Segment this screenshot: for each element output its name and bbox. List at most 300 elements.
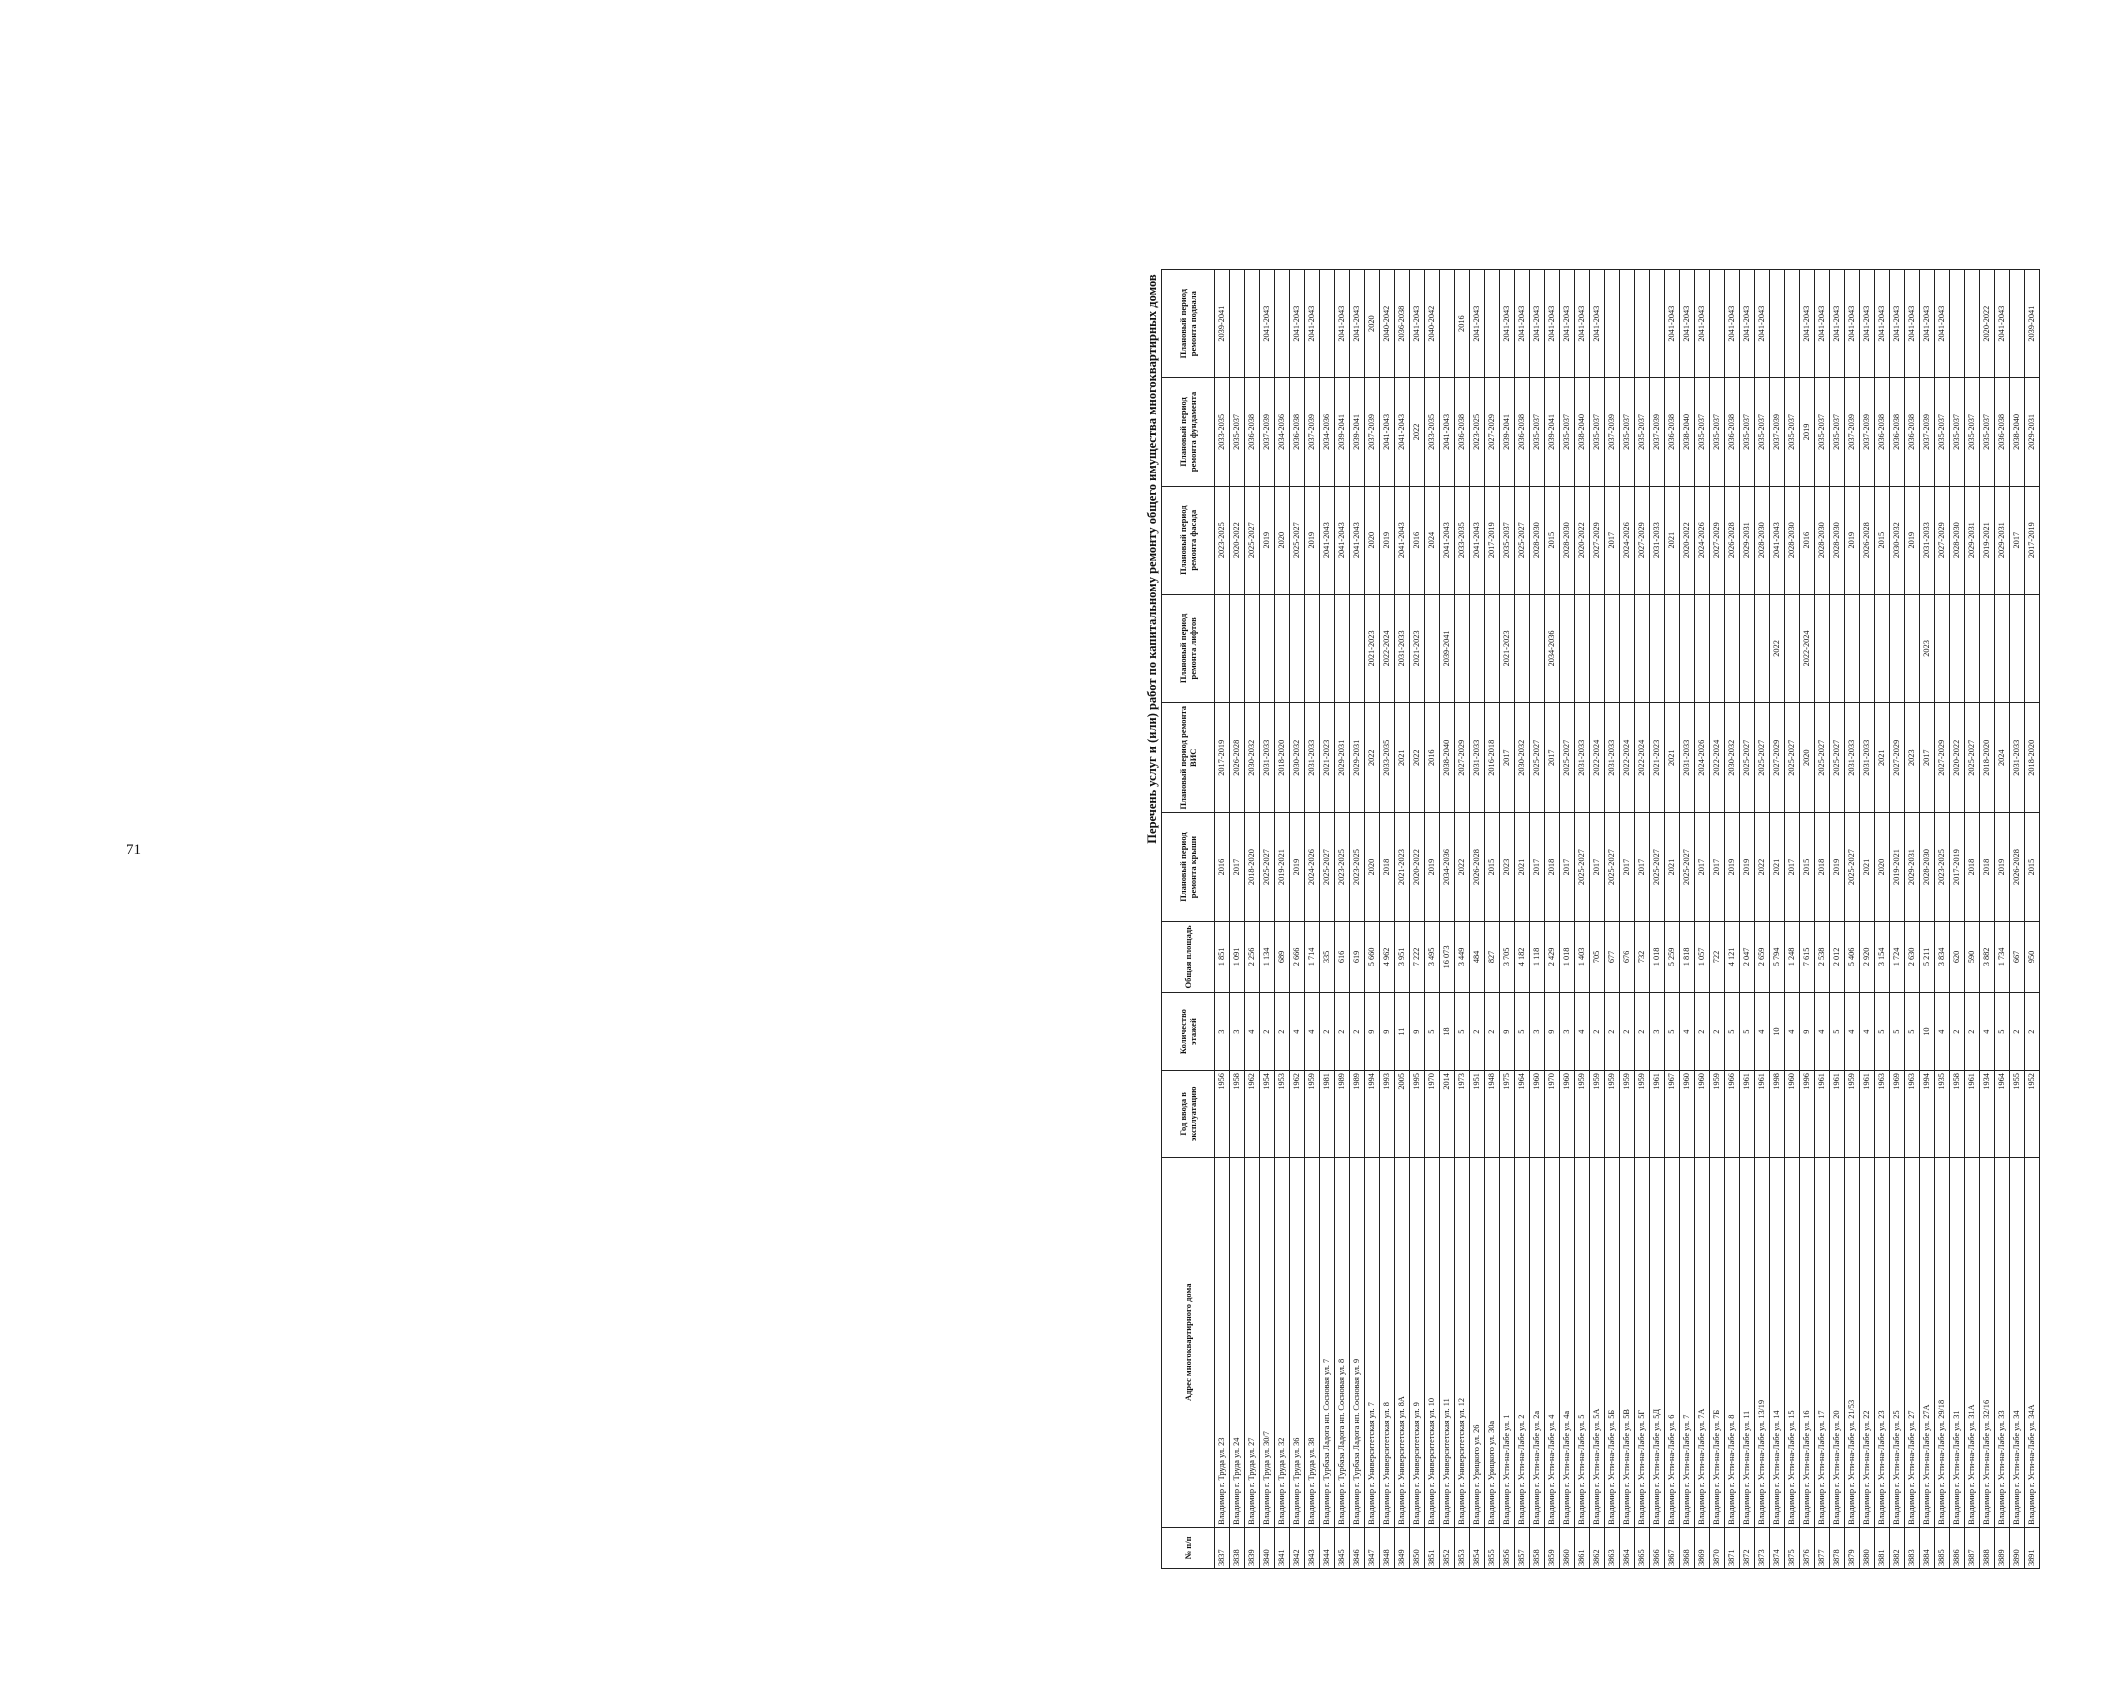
cell-utilities: 2027-2029 — [1770, 703, 1785, 813]
table-row — [1500, 270, 1515, 1569]
col-header-number: № п/п — [1162, 1527, 1215, 1568]
cell-foundation: 2033-2035 — [1425, 378, 1440, 486]
cell-roof: 2018 — [1980, 813, 1995, 921]
cell-address: Владимир г. Усти-на-Лабе ул. 7Б — [1710, 1157, 1725, 1527]
table-row — [1425, 270, 1440, 1569]
cell-elevators: 2031-2033 — [1395, 594, 1410, 702]
cell-area: 7 615 — [1800, 921, 1815, 992]
table-row — [1215, 270, 1230, 1569]
cell-foundation: 2036-2038 — [1245, 378, 1260, 486]
cell-foundation: 2035-2037 — [1830, 378, 1845, 486]
cell-floors: 5 — [1515, 993, 1530, 1071]
cell-address: Владимир г. Усти-на-Лабе ул. 7А — [1695, 1157, 1710, 1527]
cell-floors: 2 — [1350, 993, 1365, 1071]
cell-facade: 2028-2030 — [1755, 486, 1770, 594]
cell-basement: 2041-2043 — [1920, 270, 1935, 378]
cell-facade: 2025-2027 — [1245, 486, 1260, 594]
cell-num: 3842 — [1290, 1527, 1305, 1568]
table-row — [1410, 270, 1425, 1569]
cell-facade: 2023-2025 — [1215, 486, 1230, 594]
rotated-table-sheet — [1143, 269, 2103, 1569]
cell-area: 484 — [1470, 921, 1485, 992]
cell-utilities: 2021 — [1665, 703, 1680, 813]
cell-facade: 2028-2030 — [1830, 486, 1845, 594]
cell-facade: 2028-2030 — [1950, 486, 1965, 594]
cell-basement — [1635, 270, 1650, 378]
cell-elevators — [1890, 594, 1905, 702]
cell-foundation: 2039-2041 — [1500, 378, 1515, 486]
cell-utilities: 2025-2027 — [1830, 703, 1845, 813]
cell-floors: 2 — [1695, 993, 1710, 1071]
cell-utilities: 2030-2032 — [1290, 703, 1305, 813]
cell-utilities: 2017 — [1920, 703, 1935, 813]
cell-year: 1981 — [1320, 1071, 1335, 1158]
cell-basement: 2041-2043 — [1545, 270, 1560, 378]
col-header-utilities: Плановый период ремонта ВИС — [1162, 703, 1215, 813]
cell-year: 1966 — [1725, 1071, 1740, 1158]
cell-roof: 2025-2027 — [1575, 813, 1590, 921]
cell-area: 5 794 — [1770, 921, 1785, 992]
cell-utilities: 2017 — [1500, 703, 1515, 813]
cell-facade: 2019 — [1380, 486, 1395, 594]
cell-utilities: 2016-2018 — [1485, 703, 1500, 813]
cell-basement: 2041-2043 — [1800, 270, 1815, 378]
cell-address: Владимир г. Труда ул. 32 — [1275, 1157, 1290, 1527]
cell-foundation: 2035-2037 — [1815, 378, 1830, 486]
cell-floors: 4 — [1815, 993, 1830, 1071]
cell-roof: 2025-2027 — [1650, 813, 1665, 921]
cell-roof: 2017 — [1635, 813, 1650, 921]
cell-foundation: 2036-2038 — [1455, 378, 1470, 486]
cell-basement — [1245, 270, 1260, 378]
cell-area: 2 920 — [1860, 921, 1875, 992]
cell-year: 1959 — [1590, 1071, 1605, 1158]
table-row — [1545, 270, 1560, 1569]
cell-elevators — [1215, 594, 1230, 702]
cell-roof: 2019 — [1740, 813, 1755, 921]
cell-year: 1961 — [1755, 1071, 1770, 1158]
cell-foundation: 2027-2029 — [1485, 378, 1500, 486]
cell-area: 590 — [1965, 921, 1980, 992]
cell-utilities: 2020-2022 — [1950, 703, 1965, 813]
cell-area: 5 211 — [1920, 921, 1935, 992]
cell-basement — [1620, 270, 1635, 378]
cell-floors: 5 — [1740, 993, 1755, 1071]
cell-year: 1989 — [1350, 1071, 1365, 1158]
cell-num: 3878 — [1830, 1527, 1845, 1568]
cell-facade: 2016 — [1800, 486, 1815, 594]
cell-roof: 2023 — [1500, 813, 1515, 921]
cell-basement: 2041-2043 — [1890, 270, 1905, 378]
cell-area: 705 — [1590, 921, 1605, 992]
cell-address: Владимир г. Усти-на-Лабе ул. 34 — [2010, 1157, 2025, 1527]
cell-basement: 2041-2043 — [1725, 270, 1740, 378]
cell-elevators — [1755, 594, 1770, 702]
cell-num: 3879 — [1845, 1527, 1860, 1568]
cell-floors: 4 — [1290, 993, 1305, 1071]
cell-year: 1959 — [1635, 1071, 1650, 1158]
cell-area: 1 018 — [1560, 921, 1575, 992]
table-row — [1845, 270, 1860, 1569]
cell-elevators — [1650, 594, 1665, 702]
cell-basement — [1785, 270, 1800, 378]
col-header-facade: Плановый период ремонта фасада — [1162, 486, 1215, 594]
cell-utilities: 2027-2029 — [1455, 703, 1470, 813]
cell-roof: 2026-2028 — [2010, 813, 2025, 921]
cell-utilities: 2018-2020 — [1275, 703, 1290, 813]
cell-num: 3869 — [1695, 1527, 1710, 1568]
cell-floors: 4 — [1845, 993, 1860, 1071]
cell-roof: 2023-2025 — [1935, 813, 1950, 921]
cell-floors: 2 — [1635, 993, 1650, 1071]
cell-year: 1973 — [1455, 1071, 1470, 1158]
cell-basement: 2041-2043 — [1995, 270, 2010, 378]
cell-basement: 2040-2042 — [1380, 270, 1395, 378]
table-row — [1470, 270, 1485, 1569]
cell-year: 1956 — [1215, 1071, 1230, 1158]
cell-roof: 2017 — [1710, 813, 1725, 921]
cell-elevators — [1635, 594, 1650, 702]
cell-address: Владимир г. Усти-на-Лабе ул. 25 — [1890, 1157, 1905, 1527]
table-row — [1350, 270, 1365, 1569]
cell-basement: 2041-2043 — [1560, 270, 1575, 378]
cell-elevators: 2021-2023 — [1410, 594, 1425, 702]
cell-num: 3873 — [1755, 1527, 1770, 1568]
cell-elevators — [1425, 594, 1440, 702]
cell-utilities: 2021-2023 — [1650, 703, 1665, 813]
cell-year: 1961 — [1740, 1071, 1755, 1158]
cell-roof: 2019 — [1725, 813, 1740, 921]
cell-area: 4 121 — [1725, 921, 1740, 992]
cell-area: 2 659 — [1755, 921, 1770, 992]
cell-elevators — [1845, 594, 1860, 702]
cell-elevators — [1590, 594, 1605, 702]
cell-address: Владимир г. Турбаза Ладога нп. Сосновая ул. 8 — [1335, 1157, 1350, 1527]
table-row — [1275, 270, 1290, 1569]
cell-area: 2 630 — [1905, 921, 1920, 992]
table-row — [1575, 270, 1590, 1569]
cell-area: 3 495 — [1425, 921, 1440, 992]
cell-roof: 2017 — [1530, 813, 1545, 921]
cell-address: Владимир г. Труда ул. 38 — [1305, 1157, 1320, 1527]
cell-basement: 2041-2043 — [1935, 270, 1950, 378]
cell-roof: 2017 — [1695, 813, 1710, 921]
cell-foundation: 2034-2036 — [1275, 378, 1290, 486]
cell-floors: 2 — [1605, 993, 1620, 1071]
cell-facade: 2030-2032 — [1890, 486, 1905, 594]
cell-area: 3 705 — [1500, 921, 1515, 992]
cell-elevators — [1245, 594, 1260, 702]
table-row — [1830, 270, 1845, 1569]
cell-floors: 2 — [1320, 993, 1335, 1071]
cell-roof: 2026-2028 — [1470, 813, 1485, 921]
cell-foundation: 2035-2037 — [1710, 378, 1725, 486]
cell-floors: 5 — [1890, 993, 1905, 1071]
cell-address: Владимир г. Усти-на-Лабе ул. 5А — [1590, 1157, 1605, 1527]
cell-facade: 2028-2030 — [1815, 486, 1830, 594]
cell-area: 732 — [1635, 921, 1650, 992]
cell-area: 3 834 — [1935, 921, 1950, 992]
cell-address: Владимир г. Урицкого ул. 30а — [1485, 1157, 1500, 1527]
cell-year: 1996 — [1800, 1071, 1815, 1158]
cell-basement: 2039-2041 — [2025, 270, 2040, 378]
cell-foundation: 2035-2037 — [1755, 378, 1770, 486]
cell-elevators — [1605, 594, 1620, 702]
cell-year: 1952 — [2025, 1071, 2040, 1158]
cell-year: 1964 — [1995, 1071, 2010, 1158]
cell-floors: 2 — [1965, 993, 1980, 1071]
cell-basement — [2010, 270, 2025, 378]
cell-address: Владимир г. Труда ул. 27 — [1245, 1157, 1260, 1527]
table-row — [1950, 270, 1965, 1569]
cell-facade: 2027-2029 — [1590, 486, 1605, 594]
cell-basement: 2040-2042 — [1425, 270, 1440, 378]
cell-basement: 2041-2043 — [1875, 270, 1890, 378]
cell-facade: 2041-2043 — [1440, 486, 1455, 594]
cell-utilities: 2018-2020 — [1980, 703, 1995, 813]
cell-elevators — [1740, 594, 1755, 702]
table-row — [1695, 270, 1710, 1569]
cell-elevators — [1860, 594, 1875, 702]
table-row — [2010, 270, 2025, 1569]
cell-area: 722 — [1710, 921, 1725, 992]
cell-year: 2014 — [1440, 1071, 1455, 1158]
cell-facade: 2026-2028 — [1860, 486, 1875, 594]
cell-floors: 3 — [1530, 993, 1545, 1071]
cell-year: 1961 — [1650, 1071, 1665, 1158]
cell-facade: 2017-2019 — [1485, 486, 1500, 594]
cell-address: Владимир г. Усти-на-Лабе ул. 8 — [1725, 1157, 1740, 1527]
cell-address: Владимир г. Университетская ул. 9 — [1410, 1157, 1425, 1527]
cell-year: 1959 — [1305, 1071, 1320, 1158]
cell-elevators — [1470, 594, 1485, 702]
cell-area: 1 134 — [1260, 921, 1275, 992]
cell-address: Владимир г. Усти-на-Лабе ул. 15 — [1785, 1157, 1800, 1527]
cell-facade: 2015 — [1545, 486, 1560, 594]
cell-address: Владимир г. Усти-на-Лабе ул. 5Б — [1605, 1157, 1620, 1527]
cell-elevators: 2022 — [1770, 594, 1785, 702]
cell-basement: 2041-2043 — [1845, 270, 1860, 378]
cell-address: Владимир г. Усти-на-Лабе ул. 23 — [1875, 1157, 1890, 1527]
cell-roof: 2029-2031 — [1905, 813, 1920, 921]
cell-elevators — [1785, 594, 1800, 702]
cell-floors: 5 — [1665, 993, 1680, 1071]
cell-utilities: 2038-2040 — [1440, 703, 1455, 813]
cell-facade: 2041-2043 — [1350, 486, 1365, 594]
cell-year: 1960 — [1530, 1071, 1545, 1158]
cell-area: 677 — [1605, 921, 1620, 992]
cell-num: 3850 — [1410, 1527, 1425, 1568]
col-header-year: Год ввода в эксплуатацию — [1162, 1071, 1215, 1158]
col-header-floors: Количество этажей — [1162, 993, 1215, 1071]
table-row — [1305, 270, 1320, 1569]
cell-roof: 2018 — [1815, 813, 1830, 921]
cell-facade: 2019 — [1260, 486, 1275, 594]
cell-foundation: 2036-2038 — [1290, 378, 1305, 486]
cell-year: 1964 — [1515, 1071, 1530, 1158]
cell-address: Владимир г. Университетская ул. 8 — [1380, 1157, 1395, 1527]
cell-address: Владимир г. Усти-на-Лабе ул. 31А — [1965, 1157, 1980, 1527]
cell-facade: 2041-2043 — [1320, 486, 1335, 594]
table-row — [1530, 270, 1545, 1569]
cell-foundation: 2039-2041 — [1545, 378, 1560, 486]
cell-address: Владимир г. Труда ул. 36 — [1290, 1157, 1305, 1527]
cell-elevators: 2023 — [1920, 594, 1935, 702]
cell-foundation: 2037-2039 — [1305, 378, 1320, 486]
cell-basement: 2041-2043 — [1695, 270, 1710, 378]
page-number: 71 — [126, 842, 141, 858]
cell-foundation: 2035-2037 — [1230, 378, 1245, 486]
cell-address: Владимир г. Турбаза Ладога нп. Сосновая ул. 9 — [1350, 1157, 1365, 1527]
cell-num: 3865 — [1635, 1527, 1650, 1568]
cell-num: 3855 — [1485, 1527, 1500, 1568]
cell-utilities: 2031-2033 — [1680, 703, 1695, 813]
cell-basement — [1965, 270, 1980, 378]
cell-basement: 2041-2043 — [1305, 270, 1320, 378]
cell-elevators — [1665, 594, 1680, 702]
cell-basement — [1485, 270, 1500, 378]
cell-basement: 2041-2043 — [1515, 270, 1530, 378]
cell-year: 1993 — [1380, 1071, 1395, 1158]
cell-roof: 2019-2021 — [1890, 813, 1905, 921]
cell-basement: 2041-2043 — [1260, 270, 1275, 378]
cell-address: Владимир г. Усти-на-Лабе ул. 6 — [1665, 1157, 1680, 1527]
cell-num: 3849 — [1395, 1527, 1410, 1568]
cell-roof: 2025-2027 — [1320, 813, 1335, 921]
table-row — [1980, 270, 1995, 1569]
cell-area: 827 — [1485, 921, 1500, 992]
cell-floors: 9 — [1365, 993, 1380, 1071]
cell-address: Владимир г. Усти-на-Лабе ул. 21/53 — [1845, 1157, 1860, 1527]
cell-basement: 2041-2043 — [1665, 270, 1680, 378]
cell-floors: 2 — [1275, 993, 1290, 1071]
cell-address: Владимир г. Усти-на-Лабе ул. 4 — [1545, 1157, 1560, 1527]
cell-address: Владимир г. Усти-на-Лабе ул. 5 — [1575, 1157, 1590, 1527]
cell-roof: 2023-2025 — [1335, 813, 1350, 921]
cell-roof: 2018 — [1380, 813, 1395, 921]
cell-num: 3867 — [1665, 1527, 1680, 1568]
cell-year: 1963 — [1905, 1071, 1920, 1158]
cell-floors: 2 — [1485, 993, 1500, 1071]
cell-floors: 2 — [1470, 993, 1485, 1071]
cell-facade: 2020 — [1365, 486, 1380, 594]
cell-num: 3887 — [1965, 1527, 1980, 1568]
table-row — [1800, 270, 1815, 1569]
cell-num: 3889 — [1995, 1527, 2010, 1568]
cell-num: 3890 — [2010, 1527, 2025, 1568]
cell-num: 3845 — [1335, 1527, 1350, 1568]
cell-floors: 2 — [1590, 993, 1605, 1071]
cell-foundation: 2037-2039 — [1650, 378, 1665, 486]
cell-roof: 2022 — [1755, 813, 1770, 921]
cell-num: 3883 — [1905, 1527, 1920, 1568]
cell-roof: 2022 — [1455, 813, 1470, 921]
cell-facade: 2015 — [1875, 486, 1890, 594]
cell-num: 3853 — [1455, 1527, 1470, 1568]
cell-foundation: 2037-2039 — [1920, 378, 1935, 486]
cell-utilities: 2031-2033 — [1860, 703, 1875, 813]
cell-foundation: 2038-2040 — [1680, 378, 1695, 486]
cell-facade: 2033-2035 — [1455, 486, 1470, 594]
cell-area: 3 951 — [1395, 921, 1410, 992]
cell-facade: 2041-2043 — [1770, 486, 1785, 594]
cell-year: 1967 — [1665, 1071, 1680, 1158]
cell-year: 1959 — [1605, 1071, 1620, 1158]
table-row — [1935, 270, 1950, 1569]
cell-elevators — [2010, 594, 2025, 702]
table-row — [1725, 270, 1740, 1569]
cell-facade: 2028-2030 — [1530, 486, 1545, 594]
cell-year: 1989 — [1335, 1071, 1350, 1158]
cell-year: 1975 — [1500, 1071, 1515, 1158]
cell-basement: 2041-2043 — [1740, 270, 1755, 378]
cell-utilities: 2025-2027 — [1815, 703, 1830, 813]
cell-roof: 2019 — [1830, 813, 1845, 921]
cell-num: 3860 — [1560, 1527, 1575, 1568]
cell-facade: 2016 — [1410, 486, 1425, 594]
cell-num: 3875 — [1785, 1527, 1800, 1568]
cell-facade: 2019 — [1305, 486, 1320, 594]
cell-facade: 2028-2030 — [1785, 486, 1800, 594]
cell-roof: 2019 — [1995, 813, 2010, 921]
cell-year: 1935 — [1935, 1071, 1950, 1158]
table-row — [1965, 270, 1980, 1569]
cell-area: 3 449 — [1455, 921, 1470, 992]
cell-floors: 3 — [1560, 993, 1575, 1071]
cell-floors: 3 — [1650, 993, 1665, 1071]
cell-floors: 4 — [1245, 993, 1260, 1071]
cell-area: 3 154 — [1875, 921, 1890, 992]
cell-area: 16 073 — [1440, 921, 1455, 992]
cell-utilities: 2025-2027 — [1560, 703, 1575, 813]
cell-foundation: 2037-2039 — [1860, 378, 1875, 486]
table-row — [1785, 270, 1800, 1569]
cell-floors: 2 — [1710, 993, 1725, 1071]
cell-basement: 2020 — [1365, 270, 1380, 378]
table-row — [1650, 270, 1665, 1569]
cell-roof: 2021 — [1665, 813, 1680, 921]
cell-elevators — [1950, 594, 1965, 702]
cell-address: Владимир г. Труда ул. 24 — [1230, 1157, 1245, 1527]
cell-num: 3847 — [1365, 1527, 1380, 1568]
cell-basement: 2016 — [1455, 270, 1470, 378]
cell-num: 3870 — [1710, 1527, 1725, 1568]
cell-address: Владимир г. Труда ул. 23 — [1215, 1157, 1230, 1527]
cell-area: 689 — [1275, 921, 1290, 992]
cell-floors: 18 — [1440, 993, 1455, 1071]
cell-address: Владимир г. Университетская ул. 7 — [1365, 1157, 1380, 1527]
cell-foundation: 2037-2039 — [1845, 378, 1860, 486]
cell-basement: 2041-2043 — [1905, 270, 1920, 378]
cell-facade: 2021 — [1665, 486, 1680, 594]
cell-facade: 2019 — [1905, 486, 1920, 594]
cell-utilities: 2030-2032 — [1725, 703, 1740, 813]
cell-basement — [1320, 270, 1335, 378]
cell-num: 3877 — [1815, 1527, 1830, 1568]
cell-year: 1960 — [1695, 1071, 1710, 1158]
cell-year: 2005 — [1395, 1071, 1410, 1158]
cell-foundation: 2035-2037 — [1560, 378, 1575, 486]
cell-area: 5 259 — [1665, 921, 1680, 992]
cell-address: Владимир г. Турбаза Ладога нп. Сосновая ул. 7 — [1320, 1157, 1335, 1527]
cell-floors: 5 — [1425, 993, 1440, 1071]
cell-roof: 2019-2021 — [1275, 813, 1290, 921]
cell-basement — [1950, 270, 1965, 378]
cell-year: 1948 — [1485, 1071, 1500, 1158]
cell-utilities: 2031-2033 — [2010, 703, 2025, 813]
cell-utilities: 2031-2033 — [1845, 703, 1860, 813]
cell-foundation: 2039-2041 — [1335, 378, 1350, 486]
